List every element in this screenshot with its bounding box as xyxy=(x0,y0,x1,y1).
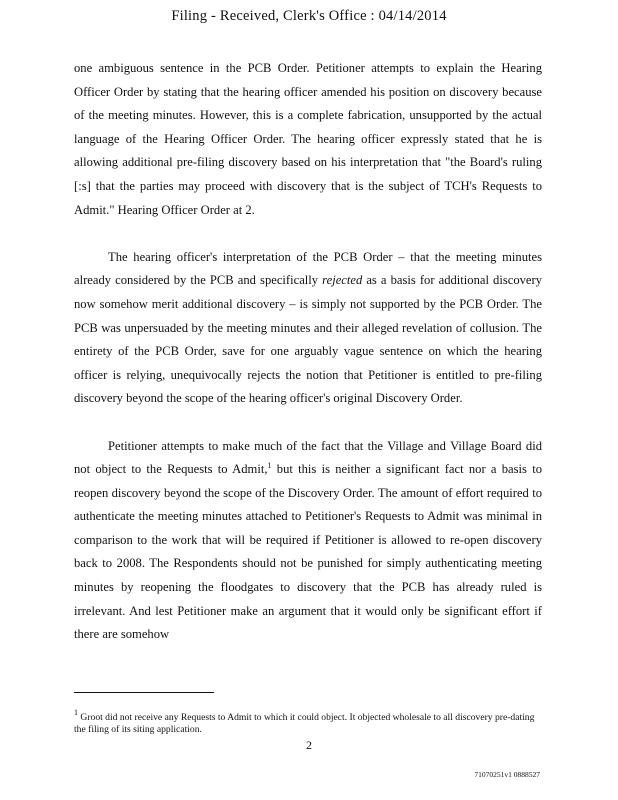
paragraph-text: The hearing officer's interpretation of the PCB Order – that the meeting minutes already considered by the PCB and specifically xyxy=(74,249,542,288)
footnote-divider xyxy=(74,692,214,693)
paragraph-text: as a basis for additional discovery now somehow merit additional discovery – is simply not supported by the PCB Order. The PCB was unpersuaded by the meeting minutes and their alleged revelation of collusion. The entirety of the PCB Order, save for one arguably vague sentence on which the hearing officer is relying, unequivocally rejects the notion that Petitioner is entitled to pre-filing discovery beyond the scope of the hearing officer's original Discovery Order. xyxy=(74,273,543,406)
footnote-number: 1 xyxy=(74,708,78,717)
document-body xyxy=(74,57,542,670)
paragraph-text: Petitioner attempts to make much of the fact that the Village and Village Board did not object to the Requests to Admit, xyxy=(74,438,542,477)
paragraph-hearing-officer-interpretation xyxy=(74,246,542,411)
footnote xyxy=(74,708,542,736)
paragraph-text: but this is neither a significant fact nor a basis to reopen discovery beyond the scope of the Discovery Order. The amount of effort required to authenticate the meeting minutes attached to Petitioner's Requests to Admit was minimal in comparison to the work that will be required if Petitioner is allowed to re-open discovery back to 2008. The Respondents should not be punished for simply authenticating meeting minutes by reopening the floodgates to discovery that the PCB has already ruled is irrelevant. And lest Petitioner make an argument that it would only be significant effort if there are somehow xyxy=(74,462,542,642)
emphasized-word: rejected xyxy=(322,273,363,288)
footnote-reference[interactable]: 1 xyxy=(267,461,272,471)
page-number: 2 xyxy=(306,738,312,752)
footnote-text: Groot did not receive any Requests to Admit to which it could object. It objected wholesale to all discovery pre-dating the filing of its siting application. xyxy=(74,712,535,735)
paragraph-continuation: one ambiguous sentence in the PCB Order. Petitioner attempts to explain the Hearing Officer Order by stating that the hearing officer amended his position on discovery because of the meeting minutes. However, this is a complete fabrication, unsupported by the actual language of the Hearing Officer Order. The hearing officer expressly stated that he is allowing additional pre-filing discovery based on his interpretation that "the Board's ruling [:s] that the parties may proceed with discovery that is the subject of TCH's Requests to Admit." Hearing Officer Order at 2. xyxy=(74,61,542,217)
paragraph-requests-to-admit xyxy=(74,435,542,647)
filing-stamp-header: Filing - Received, Clerk's Office : 04/14/2014 xyxy=(171,8,447,24)
document-id: 71070251v1 0888527 xyxy=(474,770,540,779)
